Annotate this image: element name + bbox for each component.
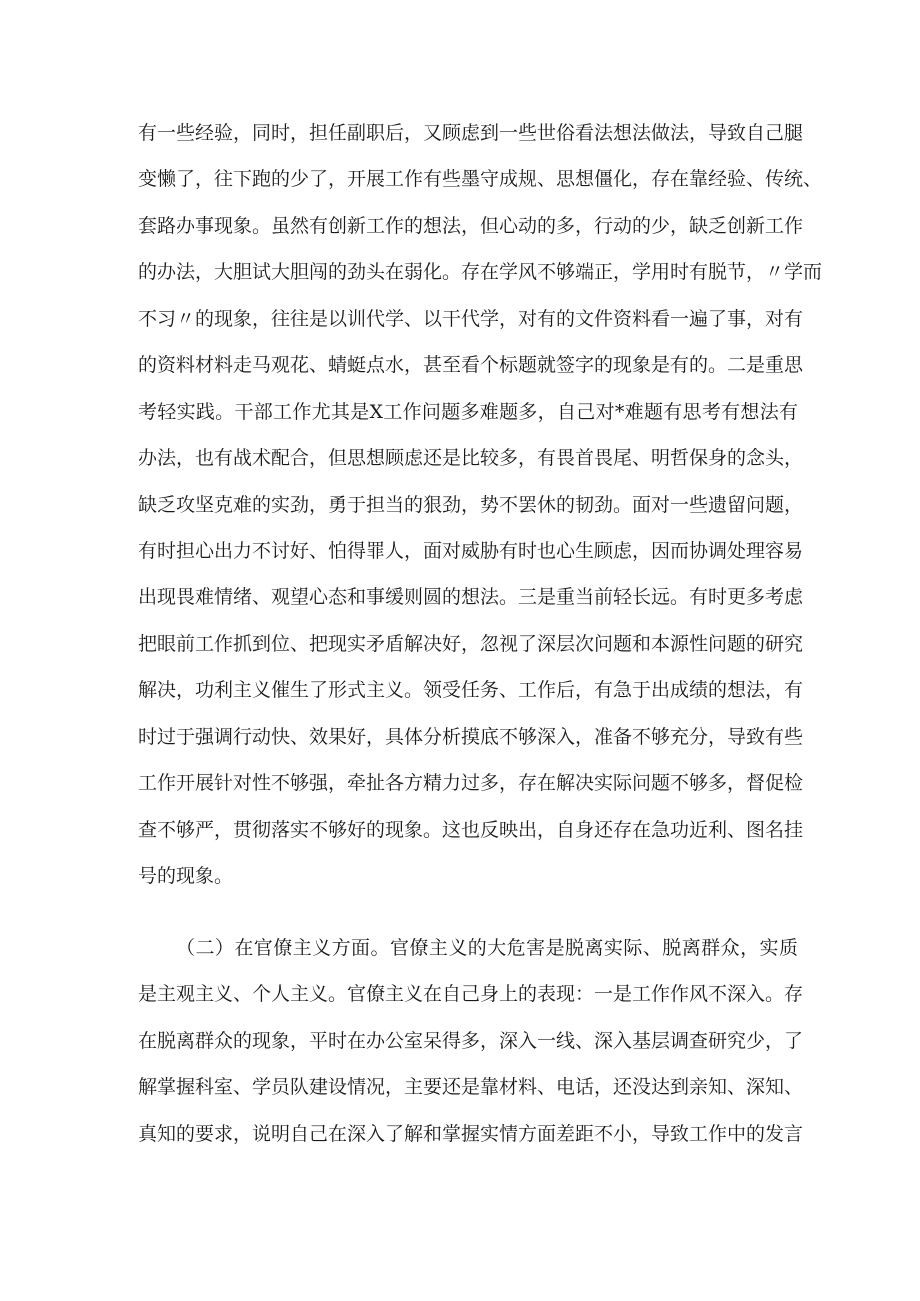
text-line: 考轻实践。干部工作尤其是X工作问题多难题多，自己对*难题有思考有想法有	[138, 400, 798, 423]
text-line: 有一些经验，同时，担任副职后，又顾虑到一些世俗看法想法做法，导致自己腿	[138, 122, 804, 144]
text-line: 时过于强调行动快、效果好，具体分析摸底不够深入，准备不够充分，导致有些	[138, 725, 804, 748]
text-line: 变懒了，往下跑的少了，开展工作有些墨守成规、思想僵化，存在靠经验、传统、	[138, 168, 823, 191]
text-line: 工作开展针对性不够强，牵扯各方精力过多，存在解决实际问题不够多，督促检	[138, 772, 804, 795]
paragraph-bureaucratism	[138, 925, 804, 1157]
text-line: 出现畏难情绪、观望心态和事缓则圆的想法。三是重当前轻长远。有时更多考虑	[138, 586, 804, 609]
text-line: 解掌握科室、学员队建设情况，主要还是靠材料、电话，还没达到亲知、深知、	[138, 1076, 804, 1099]
text-line: 查不够严，贯彻落实不够好的现象。这也反映出，自身还存在急功近利、图名挂	[138, 818, 804, 841]
text-line: 的资料材料走马观花、蜻蜓点水，甚至看个标题就签字的现象是有的。二是重思	[138, 354, 804, 377]
text-line: 真知的要求，说明自己在深入了解和掌握实情方面差距不小，导致工作中的发言	[138, 1122, 804, 1145]
text-line: 不习〃的现象，往往是以训代学、以干代学，对有的文件资料看一遍了事，对有	[138, 307, 804, 330]
text-line: 办法，也有战术配合，但思想顾虑还是比较多，有畏首畏尾、明哲保身的念头，	[138, 447, 804, 470]
text-line: 号的现象。	[138, 865, 234, 887]
text-line: 是主观主义、个人主义。官僚主义在自己身上的表现：一是工作作风不深入。存	[138, 983, 804, 1006]
text-line: 把眼前工作抓到位、把现实矛盾解决好，忽视了深层次问题和本源性问题的研究	[138, 632, 804, 655]
text-line: 在脱离群众的现象，平时在办公室呆得多，深入一线、深入基层调查研究少，了	[138, 1029, 804, 1052]
text-line: 套路办事现象。虽然有创新工作的想法，但心动的多，行动的少，缺乏创新工作	[138, 214, 804, 237]
text-line: 的办法，大胆试大胆闯的劲头在弱化。存在学风不够端正，学用时有脱节，〃学而	[138, 261, 823, 284]
text-line: 有时担心出力不讨好、怕得罪人，面对威胁有时也心生顾虑，因而协调处理容易	[138, 539, 804, 562]
text-line: 解决，功利主义催生了形式主义。领受任务、工作后，有急于出成绩的想法，有	[138, 679, 804, 702]
text-line-indented: （二）在官僚主义方面。官僚主义的大危害是脱离实际、脱离群众，实质	[176, 937, 798, 959]
paragraph-formalism-continued	[138, 110, 823, 899]
text-line: 缺乏攻坚克难的实劲，勇于担当的狠劲，势不罢休的韧劲。面对一些遗留问题，	[138, 493, 804, 516]
